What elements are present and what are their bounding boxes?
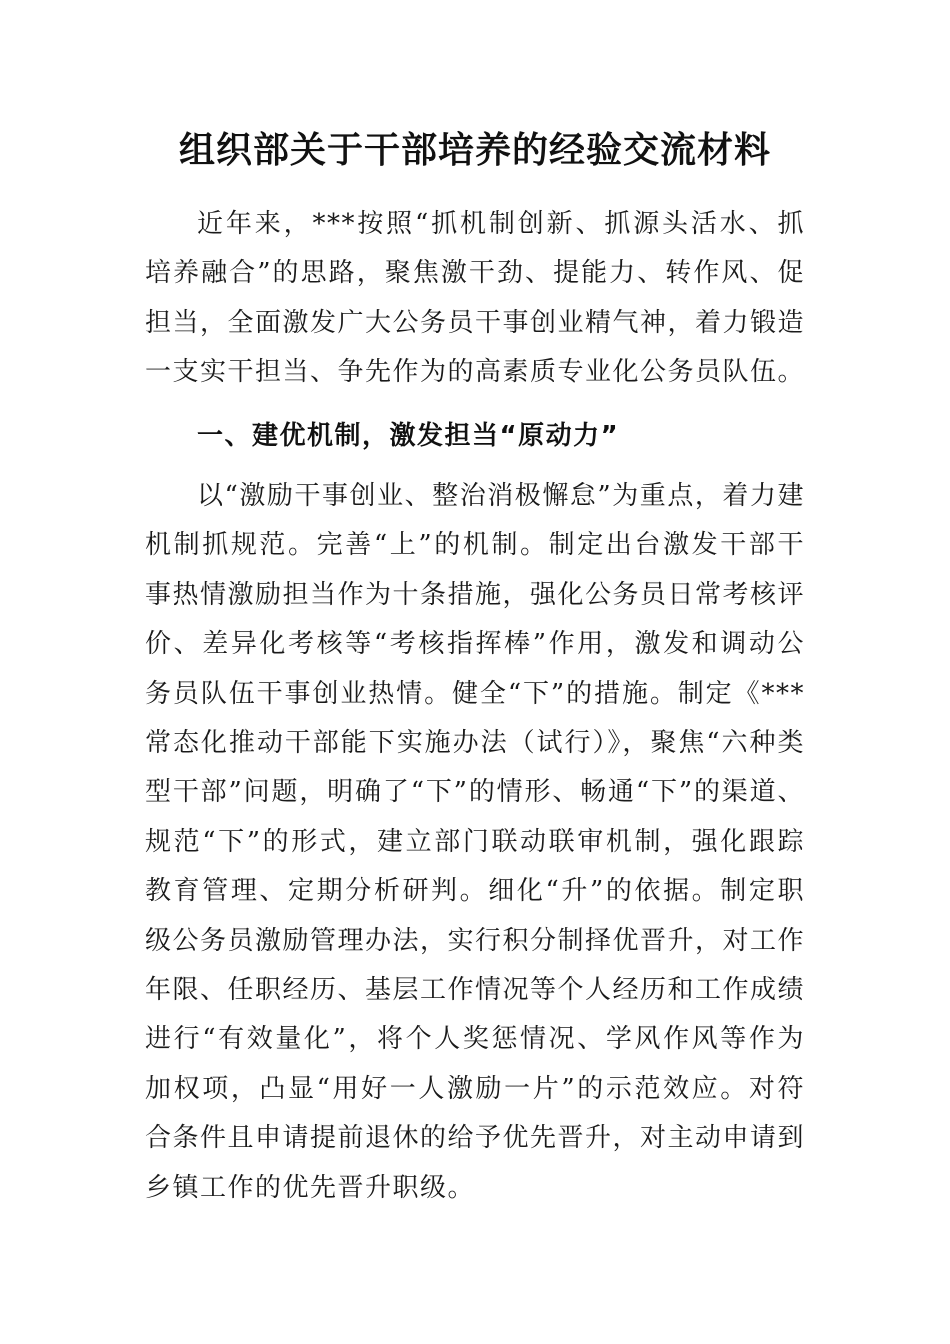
document-title: 组织部关于干部培养的经验交流材料 bbox=[178, 129, 771, 171]
section-heading: 一、建优机制，激发担当“原动力” bbox=[197, 421, 620, 451]
intro-paragraph: 近年来，***按照“抓机制创新、抓源头活水、抓培养融合”的思路，聚焦激干劲、提能力、转作风、促担当，全面激发广大公务员干事创业精气神，着力锻造一支实干担当、争先作为的高素质专业化公务员队伍。 bbox=[145, 209, 806, 388]
section-body-paragraph: 以“激励干事创业、整治消极懈怠”为重点，着力建机制抓规范。完善“上”的机制。制定出台激发干部干事热情激励担当作为十条措施，强化公务员日常考核评价、差异化考核等“考核指挥棒”作用，激发和调动公务员队伍干事创业热情。健全“下”的措施。制定《***常态化推动干部能下实施办法（试行）》，聚焦“六种类型干部”问题，明确了“下”的情形、畅通“下”的渠道、规范“下”的形式，建立部门联动联审机制，强化跟踪教育管理、定期分析研判。细化“升”的依据。制定职级公务员激励管理办法，实行积分制择优晋升，对工作年限、任职经历、基层工作情况等个人经历和工作成绩进行“有效量化”，将个人奖惩情况、学风作风等作为加权项，凸显“用好一人激励一片”的示范效应。对符合条件且申请提前退休的给予优先晋升，对主动申请到乡镇工作的优先晋升职级。 bbox=[145, 481, 806, 1203]
